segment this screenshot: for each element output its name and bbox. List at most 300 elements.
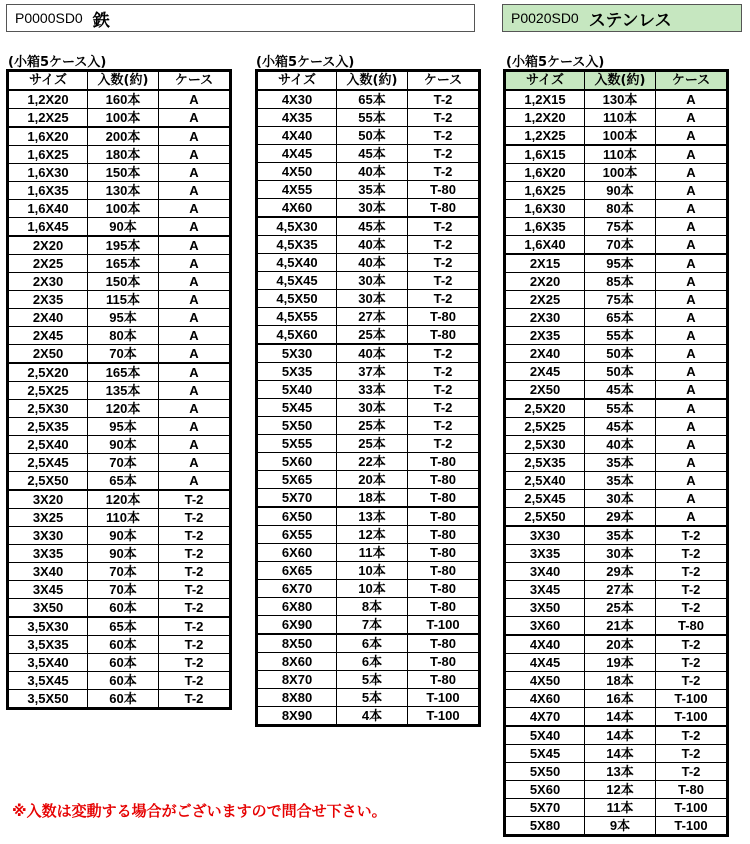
- column-header-case: ケース: [159, 72, 230, 91]
- cell-size: 3,5X40: [9, 654, 88, 672]
- cell-quantity: 16本: [585, 690, 656, 708]
- cell-case: T-80: [408, 199, 479, 218]
- table-header-row: [506, 72, 727, 91]
- cell-size: 4X35: [258, 109, 337, 127]
- cell-quantity: 25本: [337, 435, 408, 453]
- cell-case: A: [159, 454, 230, 472]
- table-row: [9, 382, 230, 400]
- cell-size: 2X35: [9, 291, 88, 309]
- cell-quantity: 45本: [337, 217, 408, 236]
- table-row: [258, 381, 479, 399]
- cell-quantity: 95本: [88, 309, 159, 327]
- cell-size: 4X60: [258, 199, 337, 218]
- cell-quantity: 65本: [88, 617, 159, 636]
- cell-size: 2X50: [506, 381, 585, 400]
- table-row: [506, 508, 727, 527]
- cell-quantity: 200本: [88, 127, 159, 146]
- size-table: [505, 71, 727, 835]
- iron-header-box: [6, 4, 475, 32]
- quantity-notice: ※入数は変動する場合がございますので問合せ下さい。: [12, 802, 387, 820]
- table-row: [258, 616, 479, 635]
- table-row: [9, 527, 230, 545]
- cell-case: T-2: [159, 654, 230, 672]
- cell-size: 1,6X30: [506, 200, 585, 218]
- cell-size: 5X50: [258, 417, 337, 435]
- cell-size: 5X45: [506, 745, 585, 763]
- table-row: [506, 563, 727, 581]
- cell-size: 3,5X50: [9, 690, 88, 708]
- cell-case: A: [159, 382, 230, 400]
- table-row: [258, 163, 479, 181]
- cell-size: 1,6X30: [9, 164, 88, 182]
- cell-case: T-2: [408, 344, 479, 363]
- table-row: [506, 726, 727, 745]
- column-header-size: サイズ: [506, 72, 585, 91]
- cell-case: A: [159, 127, 230, 146]
- table-row: [506, 599, 727, 617]
- cell-case: T-100: [656, 817, 727, 835]
- cell-quantity: 37本: [337, 363, 408, 381]
- cell-size: 1,6X45: [9, 218, 88, 237]
- table-row: [506, 90, 727, 109]
- cell-size: 6X55: [258, 526, 337, 544]
- cell-quantity: 18本: [337, 489, 408, 508]
- cell-size: 5X50: [506, 763, 585, 781]
- cell-size: 2,5X35: [506, 454, 585, 472]
- cell-case: T-2: [656, 654, 727, 672]
- table-row: [258, 417, 479, 435]
- cell-quantity: 25本: [337, 326, 408, 345]
- cell-quantity: 4本: [337, 707, 408, 725]
- cell-quantity: 65本: [585, 309, 656, 327]
- cell-case: T-100: [408, 689, 479, 707]
- table-row: [506, 127, 727, 146]
- cell-size: 1,6X40: [9, 200, 88, 218]
- stainless-header-box: [502, 4, 742, 32]
- cell-quantity: 40本: [337, 254, 408, 272]
- table-row: [9, 90, 230, 109]
- cell-size: 3X60: [506, 617, 585, 636]
- cell-quantity: 60本: [88, 690, 159, 708]
- column-header-quantity: 入数(約): [88, 72, 159, 91]
- cell-case: T-2: [408, 236, 479, 254]
- table-row: [506, 672, 727, 690]
- table-row: [506, 254, 727, 273]
- cell-size: 5X70: [506, 799, 585, 817]
- table-row: [9, 654, 230, 672]
- cell-quantity: 20本: [585, 635, 656, 654]
- cell-quantity: 75本: [585, 218, 656, 236]
- table-row: [506, 490, 727, 508]
- table-row: [9, 309, 230, 327]
- cell-size: 2,5X35: [9, 418, 88, 436]
- cell-quantity: 25本: [337, 417, 408, 435]
- table-row: [9, 472, 230, 491]
- cell-quantity: 25本: [585, 599, 656, 617]
- table-row: [258, 145, 479, 163]
- table-row: [9, 581, 230, 599]
- iron-left-caption: (小箱5ケース入): [8, 55, 107, 70]
- table-row: [506, 418, 727, 436]
- cell-case: A: [656, 472, 727, 490]
- cell-size: 3X45: [9, 581, 88, 599]
- cell-quantity: 40本: [585, 436, 656, 454]
- cell-size: 1,6X25: [506, 182, 585, 200]
- cell-size: 4X40: [258, 127, 337, 145]
- cell-size: 2X20: [9, 236, 88, 255]
- cell-case: T-2: [656, 726, 727, 745]
- cell-case: A: [656, 145, 727, 164]
- cell-quantity: 35本: [337, 181, 408, 199]
- cell-case: T-2: [408, 272, 479, 290]
- table-row: [506, 164, 727, 182]
- cell-case: T-2: [408, 290, 479, 308]
- cell-case: T-2: [408, 363, 479, 381]
- size-table: [257, 71, 479, 725]
- table-row: [258, 544, 479, 562]
- cell-size: 4X50: [258, 163, 337, 181]
- cell-quantity: 9本: [585, 817, 656, 835]
- cell-case: T-2: [408, 127, 479, 145]
- cell-size: 2X50: [9, 345, 88, 364]
- table-row: [506, 291, 727, 309]
- cell-size: 3X25: [9, 509, 88, 527]
- cell-quantity: 110本: [585, 109, 656, 127]
- cell-case: T-2: [159, 690, 230, 708]
- cell-case: T-2: [159, 617, 230, 636]
- cell-size: 3X30: [506, 526, 585, 545]
- cell-quantity: 30本: [585, 490, 656, 508]
- table-row: [258, 653, 479, 671]
- column-header-size: サイズ: [258, 72, 337, 91]
- table-row: [9, 182, 230, 200]
- table-row: [506, 799, 727, 817]
- table-row: [9, 291, 230, 309]
- cell-size: 1,6X35: [9, 182, 88, 200]
- cell-quantity: 40本: [337, 163, 408, 181]
- cell-case: A: [159, 273, 230, 291]
- cell-size: 2X15: [506, 254, 585, 273]
- cell-case: A: [656, 90, 727, 109]
- table-row: [258, 90, 479, 109]
- cell-quantity: 100本: [585, 127, 656, 146]
- table-row: [258, 326, 479, 345]
- cell-size: 3X20: [9, 490, 88, 509]
- cell-size: 2X30: [9, 273, 88, 291]
- table-row: [258, 199, 479, 218]
- cell-quantity: 135本: [88, 382, 159, 400]
- cell-case: A: [656, 291, 727, 309]
- cell-case: A: [159, 255, 230, 273]
- cell-size: 2X25: [9, 255, 88, 273]
- cell-size: 3,5X30: [9, 617, 88, 636]
- cell-quantity: 13本: [337, 507, 408, 526]
- cell-size: 1,6X35: [506, 218, 585, 236]
- cell-quantity: 160本: [88, 90, 159, 109]
- cell-case: T-2: [159, 545, 230, 563]
- cell-quantity: 100本: [88, 109, 159, 128]
- cell-quantity: 14本: [585, 726, 656, 745]
- table-row: [506, 745, 727, 763]
- cell-quantity: 11本: [585, 799, 656, 817]
- table-row: [506, 617, 727, 636]
- cell-case: T-2: [408, 163, 479, 181]
- cell-size: 4X30: [258, 90, 337, 109]
- cell-size: 4X45: [258, 145, 337, 163]
- cell-case: A: [656, 345, 727, 363]
- cell-quantity: 80本: [585, 200, 656, 218]
- cell-case: A: [159, 400, 230, 418]
- cell-case: T-2: [159, 563, 230, 581]
- cell-size: 1,6X20: [506, 164, 585, 182]
- cell-quantity: 30本: [337, 272, 408, 290]
- cell-case: T-2: [656, 635, 727, 654]
- table-row: [9, 127, 230, 146]
- cell-case: A: [159, 327, 230, 345]
- table-row: [9, 454, 230, 472]
- cell-quantity: 100本: [88, 200, 159, 218]
- cell-quantity: 95本: [88, 418, 159, 436]
- table-row: [506, 690, 727, 708]
- cell-size: 3X45: [506, 581, 585, 599]
- cell-size: 1,6X25: [9, 146, 88, 164]
- cell-case: A: [656, 508, 727, 527]
- table-row: [9, 218, 230, 237]
- cell-size: 8X80: [258, 689, 337, 707]
- cell-case: A: [159, 345, 230, 364]
- cell-case: T-80: [408, 653, 479, 671]
- cell-case: A: [656, 127, 727, 146]
- cell-case: A: [656, 363, 727, 381]
- cell-case: A: [159, 418, 230, 436]
- table-row: [258, 254, 479, 272]
- cell-case: T-2: [408, 435, 479, 453]
- table-row: [258, 181, 479, 199]
- cell-quantity: 45本: [585, 381, 656, 400]
- table-row: [506, 109, 727, 127]
- cell-quantity: 120本: [88, 490, 159, 509]
- cell-size: 5X30: [258, 344, 337, 363]
- table-row: [258, 526, 479, 544]
- table-row: [258, 471, 479, 489]
- cell-size: 8X60: [258, 653, 337, 671]
- table-row: [506, 363, 727, 381]
- cell-case: T-80: [408, 580, 479, 598]
- cell-quantity: 35本: [585, 472, 656, 490]
- cell-case: A: [159, 109, 230, 128]
- cell-quantity: 35本: [585, 526, 656, 545]
- table-row: [506, 399, 727, 418]
- cell-case: A: [656, 490, 727, 508]
- table-row: [258, 308, 479, 326]
- cell-quantity: 120本: [88, 400, 159, 418]
- cell-quantity: 165本: [88, 255, 159, 273]
- cell-case: A: [656, 200, 727, 218]
- cell-size: 6X60: [258, 544, 337, 562]
- cell-quantity: 30本: [337, 199, 408, 218]
- stainless-table: [503, 69, 729, 837]
- cell-case: T-80: [408, 471, 479, 489]
- cell-case: T-2: [159, 490, 230, 509]
- table-row: [258, 290, 479, 308]
- cell-quantity: 195本: [88, 236, 159, 255]
- cell-case: A: [159, 90, 230, 109]
- cell-size: 3X35: [506, 545, 585, 563]
- table-row: [506, 781, 727, 799]
- cell-case: T-2: [408, 381, 479, 399]
- cell-size: 6X50: [258, 507, 337, 526]
- cell-quantity: 60本: [88, 599, 159, 618]
- table-row: [258, 344, 479, 363]
- cell-quantity: 110本: [88, 509, 159, 527]
- cell-quantity: 21本: [585, 617, 656, 636]
- cell-case: A: [656, 327, 727, 345]
- table-row: [9, 436, 230, 454]
- table-row: [506, 454, 727, 472]
- cell-size: 4,5X40: [258, 254, 337, 272]
- table-row: [506, 436, 727, 454]
- cell-case: T-100: [656, 799, 727, 817]
- table-row: [506, 345, 727, 363]
- table-row: [506, 635, 727, 654]
- cell-case: T-2: [408, 109, 479, 127]
- cell-size: 2X45: [9, 327, 88, 345]
- table-row: [506, 817, 727, 835]
- cell-size: 4,5X60: [258, 326, 337, 345]
- cell-case: A: [656, 273, 727, 291]
- cell-case: T-2: [656, 526, 727, 545]
- cell-size: 2,5X30: [506, 436, 585, 454]
- cell-quantity: 30本: [585, 545, 656, 563]
- cell-size: 1,6X20: [9, 127, 88, 146]
- cell-size: 4,5X50: [258, 290, 337, 308]
- cell-size: 2X40: [9, 309, 88, 327]
- cell-case: A: [159, 200, 230, 218]
- cell-case: T-80: [408, 453, 479, 471]
- cell-size: 2,5X20: [506, 399, 585, 418]
- cell-quantity: 150本: [88, 273, 159, 291]
- cell-case: T-2: [159, 599, 230, 618]
- cell-quantity: 70本: [88, 345, 159, 364]
- cell-quantity: 60本: [88, 672, 159, 690]
- cell-quantity: 27本: [585, 581, 656, 599]
- table-row: [506, 654, 727, 672]
- cell-quantity: 90本: [88, 218, 159, 237]
- table-row: [9, 164, 230, 182]
- cell-quantity: 55本: [337, 109, 408, 127]
- cell-size: 4,5X35: [258, 236, 337, 254]
- cell-quantity: 14本: [585, 745, 656, 763]
- cell-size: 3,5X45: [9, 672, 88, 690]
- table-row: [9, 200, 230, 218]
- cell-case: A: [159, 182, 230, 200]
- table-row: [506, 327, 727, 345]
- table-row: [9, 345, 230, 364]
- cell-quantity: 80本: [88, 327, 159, 345]
- cell-size: 5X65: [258, 471, 337, 489]
- cell-size: 8X50: [258, 634, 337, 653]
- iron-left-table: [6, 69, 232, 710]
- cell-case: T-80: [408, 308, 479, 326]
- cell-case: T-2: [408, 217, 479, 236]
- cell-quantity: 110本: [585, 145, 656, 164]
- stainless-caption: (小箱5ケース入): [506, 55, 605, 70]
- cell-size: 5X55: [258, 435, 337, 453]
- cell-quantity: 50本: [585, 363, 656, 381]
- cell-quantity: 6本: [337, 634, 408, 653]
- cell-quantity: 55本: [585, 327, 656, 345]
- cell-case: T-2: [159, 581, 230, 599]
- cell-size: 5X70: [258, 489, 337, 508]
- cell-size: 4,5X30: [258, 217, 337, 236]
- cell-case: T-80: [408, 598, 479, 616]
- size-table: [8, 71, 230, 708]
- cell-size: 5X60: [258, 453, 337, 471]
- cell-case: A: [656, 109, 727, 127]
- cell-quantity: 130本: [88, 182, 159, 200]
- table-row: [506, 236, 727, 255]
- table-row: [506, 200, 727, 218]
- table-row: [506, 381, 727, 400]
- cell-quantity: 90本: [88, 527, 159, 545]
- stainless-material-label: ステンレス: [588, 10, 672, 31]
- cell-size: 2X40: [506, 345, 585, 363]
- cell-quantity: 45本: [585, 418, 656, 436]
- cell-size: 5X45: [258, 399, 337, 417]
- cell-size: 2X20: [506, 273, 585, 291]
- cell-case: T-80: [408, 671, 479, 689]
- cell-size: 2,5X20: [9, 363, 88, 382]
- cell-case: A: [656, 236, 727, 255]
- table-row: [9, 255, 230, 273]
- cell-quantity: 115本: [88, 291, 159, 309]
- table-row: [9, 563, 230, 581]
- cell-case: T-2: [408, 254, 479, 272]
- cell-size: 3X50: [9, 599, 88, 618]
- table-row: [9, 327, 230, 345]
- cell-case: T-80: [408, 489, 479, 508]
- cell-case: T-100: [408, 707, 479, 725]
- cell-case: T-2: [656, 563, 727, 581]
- column-header-size: サイズ: [9, 72, 88, 91]
- cell-size: 1,2X25: [506, 127, 585, 146]
- cell-case: A: [656, 254, 727, 273]
- cell-quantity: 12本: [585, 781, 656, 799]
- cell-quantity: 70本: [585, 236, 656, 255]
- cell-size: 6X65: [258, 562, 337, 580]
- table-row: [9, 146, 230, 164]
- cell-size: 6X70: [258, 580, 337, 598]
- cell-quantity: 150本: [88, 164, 159, 182]
- table-row: [258, 399, 479, 417]
- cell-case: T-100: [656, 708, 727, 727]
- cell-quantity: 70本: [88, 581, 159, 599]
- table-header-row: [9, 72, 230, 91]
- cell-size: 1,2X20: [9, 90, 88, 109]
- cell-case: A: [656, 182, 727, 200]
- cell-quantity: 90本: [585, 182, 656, 200]
- iron-right-table: [255, 69, 481, 727]
- cell-case: T-2: [408, 399, 479, 417]
- cell-quantity: 33本: [337, 381, 408, 399]
- cell-case: T-2: [159, 527, 230, 545]
- cell-case: T-100: [656, 690, 727, 708]
- table-row: [258, 598, 479, 616]
- cell-size: 2,5X45: [506, 490, 585, 508]
- cell-case: T-2: [408, 145, 479, 163]
- table-row: [9, 418, 230, 436]
- cell-case: T-80: [408, 544, 479, 562]
